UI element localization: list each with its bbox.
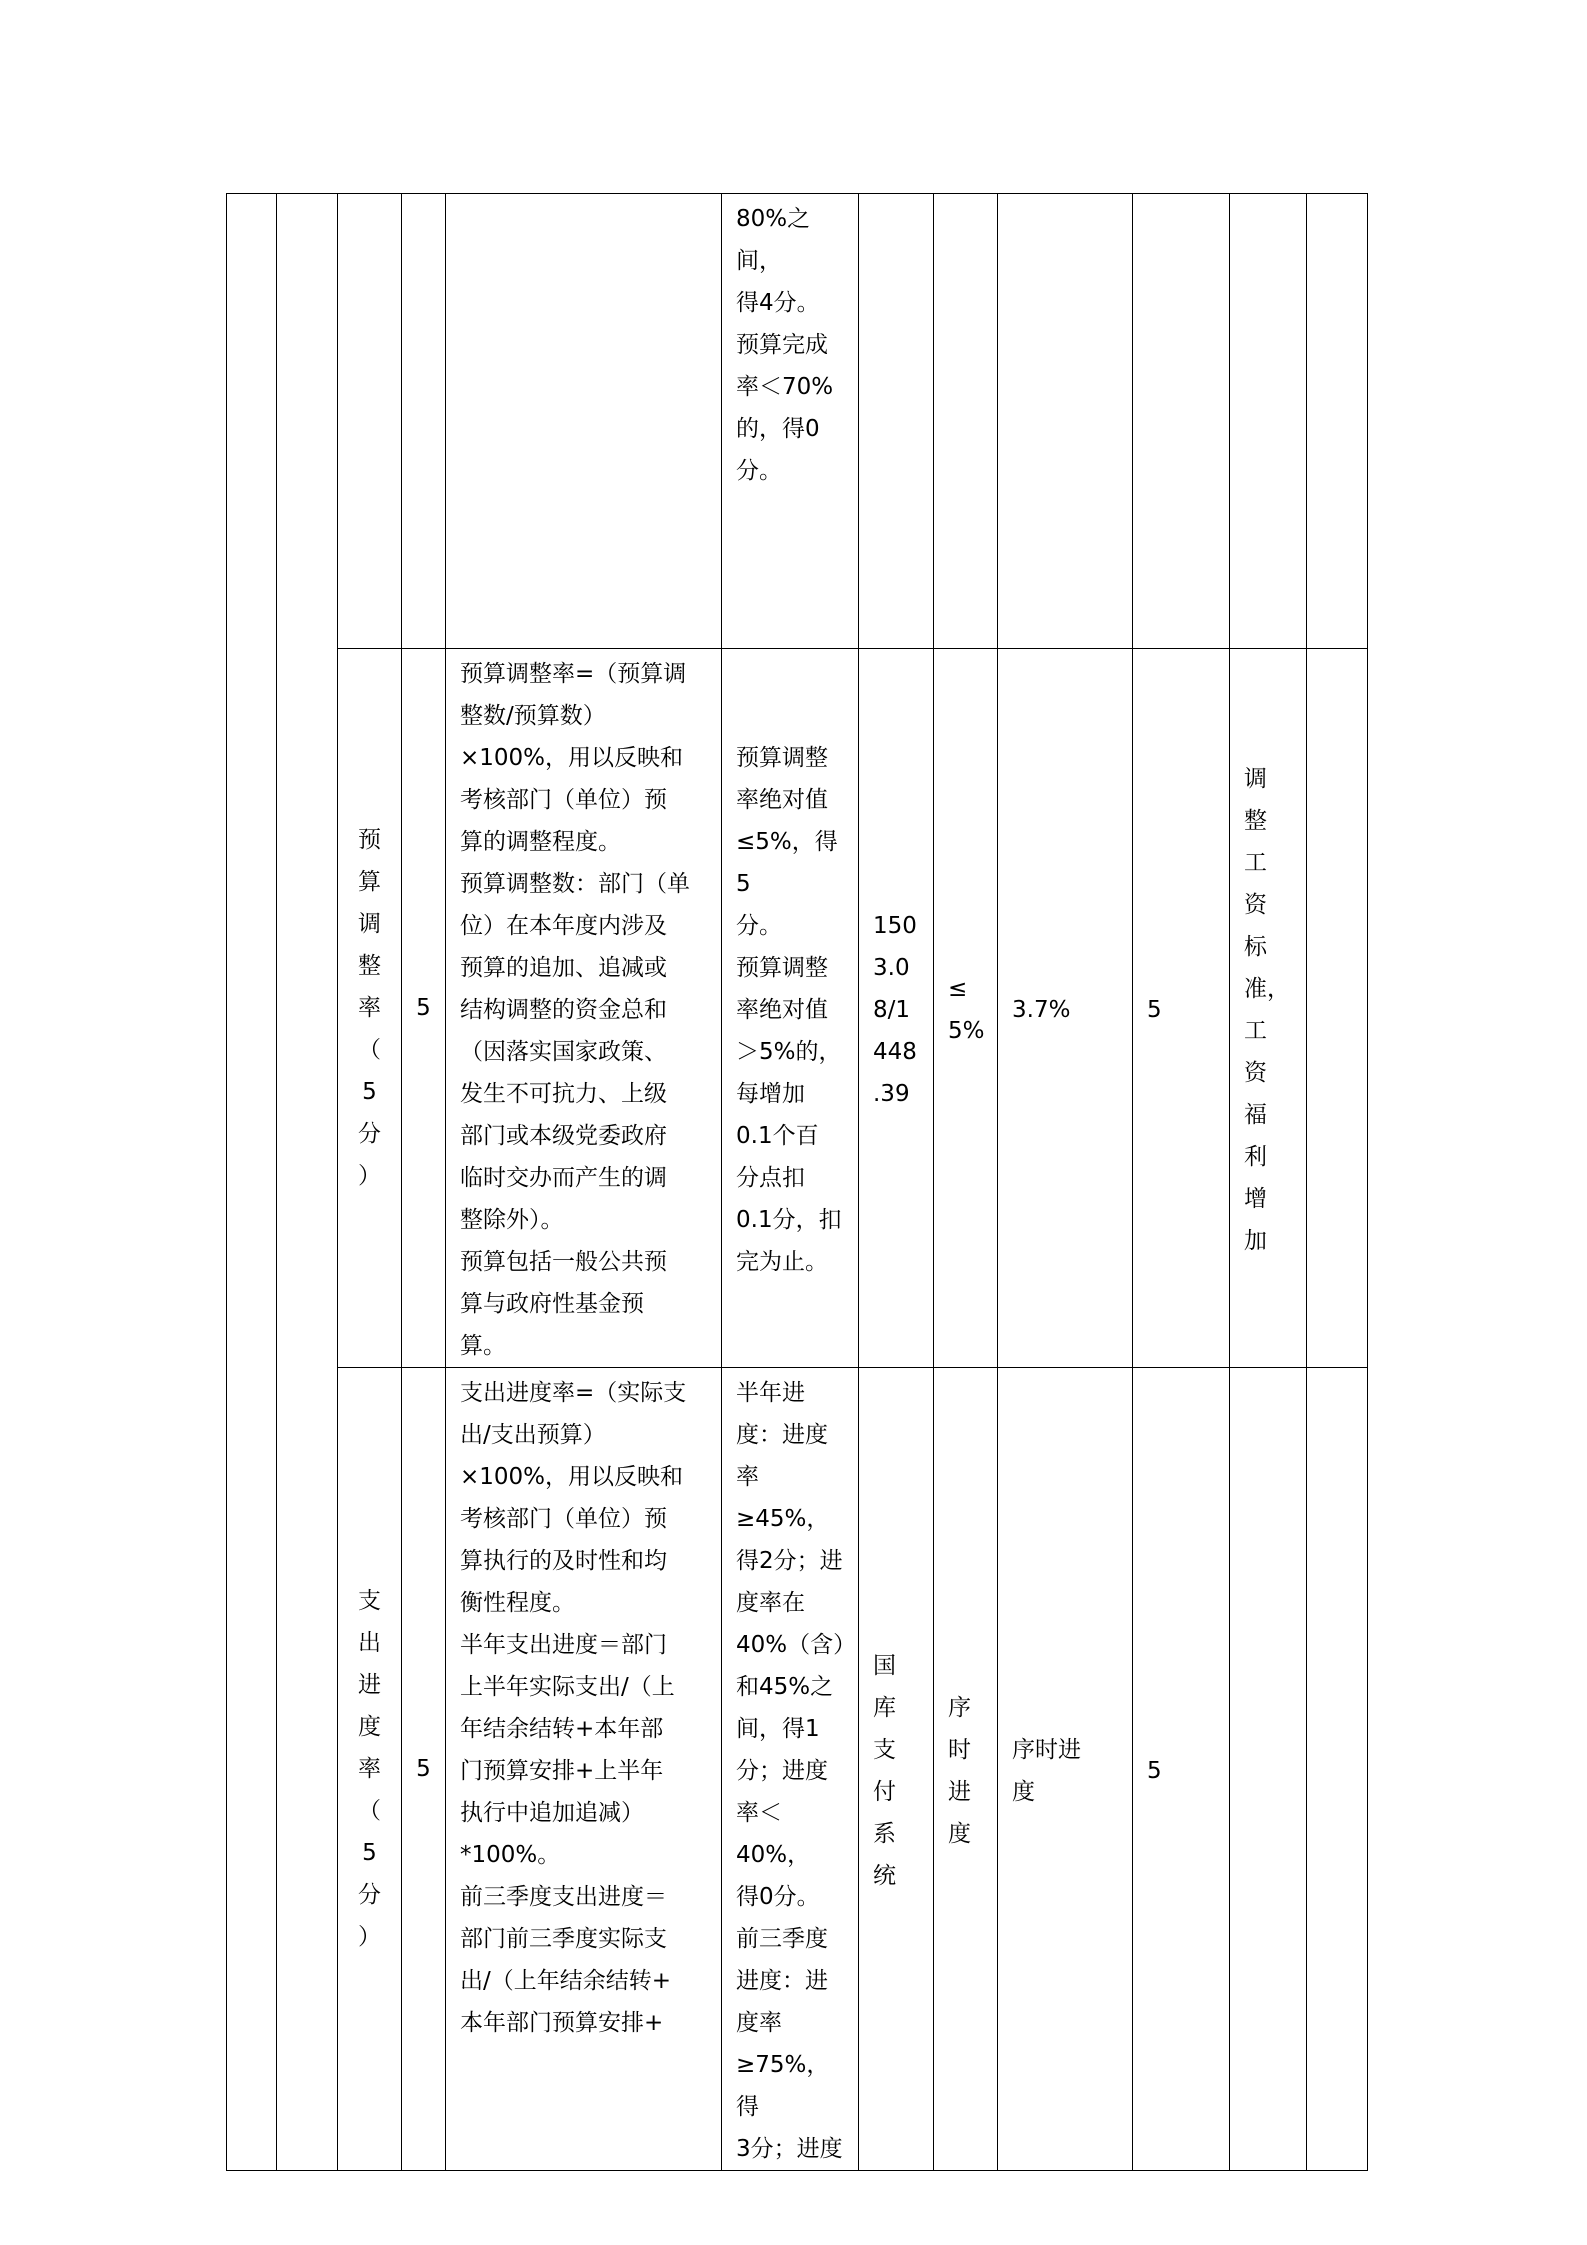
- table-row: [227, 194, 1368, 649]
- criteria-cell: [722, 194, 859, 649]
- result-score: 5: [1147, 1758, 1162, 1784]
- criteria-text: 半年进 度：进度 率≥45%， 得2分；进 度率在 40%（含） 和45%之 间，得1 分；进度 率＜40%， 得0分。 前三季度 进度：进 度率 ≥75%，得 3分；进度: [736, 1380, 857, 2162]
- remark-cell: [1230, 194, 1307, 649]
- result-score-cell: [1133, 1368, 1230, 2171]
- criteria-cell: [722, 1368, 859, 2171]
- blank-cell: [1307, 194, 1368, 649]
- indicator-cell: 支 出 进 度 率 （ 5 分 ）: [338, 1368, 402, 2171]
- indicator-cell: [338, 194, 402, 649]
- blank-cell: [1307, 649, 1368, 1368]
- definition-cell: [446, 194, 722, 649]
- data-source-cell: [859, 649, 934, 1368]
- data-source-cell: [859, 194, 934, 649]
- target-text: ≤ 5%: [948, 976, 985, 1044]
- definition-text: 支出进度率=（实际支 出/支出预算） ×100%，用以反映和 考核部门（单位）预 算执行的及时性和均 衡性程度。 半年支出进度＝部门 上半年实际支出/（上 年结余结转+本年部 门预算安排+上半年 执行中追加追减） *100%。 前三季度支出进度＝ 部门前三季度实际支 出/（上年结余结转+ 本年部门预算安排+: [460, 1380, 687, 2036]
- target-cell: [934, 1368, 998, 2171]
- blank-cell: [1307, 1368, 1368, 2171]
- target-text: 序 时 进 度: [948, 1695, 971, 1847]
- weight-cell: [402, 194, 446, 649]
- data-source-cell: [859, 1368, 934, 2171]
- performance-evaluation-table: [226, 193, 1368, 2171]
- criteria-text: 80%之间， 得4分。 预算完成 率＜70% 的，得0 分。: [736, 206, 834, 484]
- actual-cell: [998, 649, 1133, 1368]
- definition-text: 预算调整率=（预算调 整数/预算数） ×100%，用以反映和 考核部门（单位）预 算的调整程度。 预算调整数：部门（单 位）在本年度内涉及 预算的追加、追减或 结构调整的资金总和 （因落实国家政策、 发生不可抗力、上级 部门或本级党委政府 临时交办而产生的调 整除外）。 预算包括一般公共预 算与政府性基金预 算。: [460, 661, 690, 1359]
- criteria-text: 预算调整 率绝对值 ≤5%，得5 分。 预算调整 率绝对值 ＞5%的， 每增加 0.1个百 分点扣 0.1分，扣 完为止。: [736, 745, 842, 1275]
- definition-cell: [446, 649, 722, 1368]
- actual-cell: [998, 194, 1133, 649]
- level2-indicator-cell: [277, 194, 338, 2171]
- result-score-cell: [1133, 194, 1230, 649]
- actual-text: 序时进 度: [1012, 1737, 1081, 1805]
- criteria-cell: [722, 649, 859, 1368]
- remark-cell: [1230, 1368, 1307, 2171]
- target-cell: [934, 649, 998, 1368]
- table-row: [227, 1368, 1368, 2171]
- remark-cell: [1230, 649, 1307, 1368]
- definition-cell: [446, 1368, 722, 2171]
- data-source-text: 150 3.0 8/1 448 .39: [873, 913, 917, 1107]
- actual-cell: [998, 1368, 1133, 2171]
- weight-cell: 5: [402, 1368, 446, 2171]
- actual-value: 3.7%: [1012, 997, 1071, 1023]
- data-source-text: 国 库 支 付 系 统: [873, 1653, 896, 1889]
- indicator-cell: 预 算 调 整 率 （ 5 分 ）: [338, 649, 402, 1368]
- target-cell: [934, 194, 998, 649]
- result-score: 5: [1147, 997, 1162, 1023]
- result-score-cell: [1133, 649, 1230, 1368]
- level1-indicator-cell: [227, 194, 277, 2171]
- table-row: [227, 649, 1368, 1368]
- weight-cell: 5: [402, 649, 446, 1368]
- remark-text: 调 整 工 资 标 准， 工 资 福 利 增 加: [1244, 766, 1290, 1254]
